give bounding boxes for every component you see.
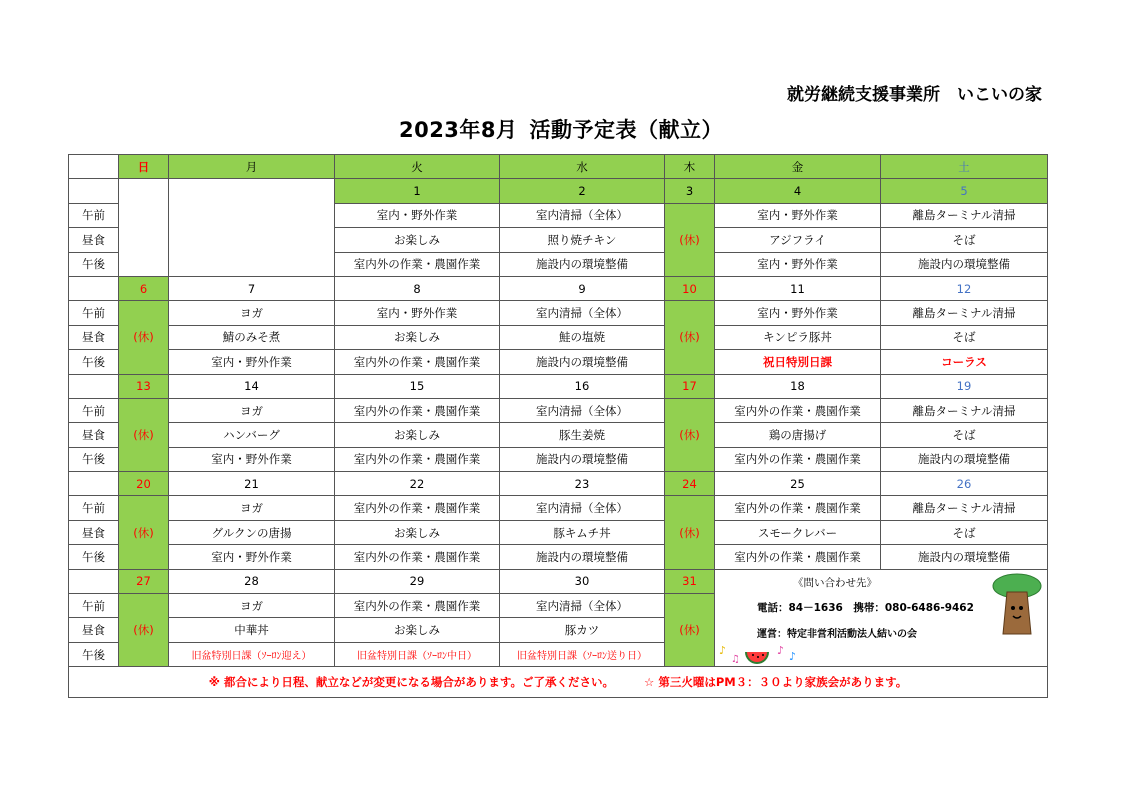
weekday-sun: 日 [119,155,169,179]
row-label-am: 午前 [69,496,119,520]
schedule-cell: 室内外の作業・農園作業 [335,252,500,276]
closed-cell-thu: (休) [665,203,715,276]
schedule-cell: 室内・野外作業 [715,203,881,227]
date-cell: 14 [169,374,335,398]
svg-text:♪: ♪ [777,643,785,657]
date-cell-sunday: 6 [119,276,169,300]
footer-note-family: ☆ 第三火曜はPM３：３０より家族会があります。 [644,675,908,690]
menu-cell: キンピラ豚丼 [715,325,881,349]
obon-schedule-cell: 旧盆特別日課（ｿｰﾛﾝ中日） [335,642,500,666]
schedule-cell: 室内外の作業・農園作業 [335,545,500,569]
closed-cell-sun: (休) [119,301,169,374]
schedule-cell: 室内外の作業・農園作業 [335,496,500,520]
row-label-lunch: 昼食 [69,325,119,349]
label-cell [69,374,119,398]
menu-cell: 照り焼チキン [500,228,665,252]
row-label-am: 午前 [69,398,119,422]
schedule-cell: 離島ターミナル清掃 [881,301,1048,325]
week2-lunch-row [69,325,1048,349]
menu-cell: お楽しみ [335,228,500,252]
date-cell: 25 [715,472,881,496]
contact-box [715,569,1048,667]
chorus-cell: コーラス [881,350,1048,374]
schedule-cell: 室内・野外作業 [169,545,335,569]
svg-text:♪: ♪ [719,643,727,657]
schedule-cell: 室内外の作業・農園作業 [715,447,881,471]
footer-notes [69,667,1048,698]
closed-cell-thu: (休) [665,594,715,667]
weekday-header-row [69,155,1048,179]
schedule-table [68,154,1048,698]
row-label-lunch: 昼食 [69,423,119,447]
schedule-cell: 室内外の作業・農園作業 [335,350,500,374]
menu-cell: 鮭の塩焼 [500,325,665,349]
menu-cell: スモークレバー [715,520,881,544]
schedule-cell: ヨガ [169,398,335,422]
schedule-cell: 施設内の環境整備 [881,252,1048,276]
obon-schedule-cell: 旧盆特別日課（ｿｰﾛﾝ迎え） [169,642,335,666]
week3-pm-row [69,447,1048,471]
row-label-pm: 午後 [69,545,119,569]
row-label-lunch: 昼食 [69,618,119,642]
schedule-cell: 室内・野外作業 [335,203,500,227]
date-cell: 29 [335,569,500,593]
week5-date-row [69,569,1048,593]
menu-cell: 豚カツ [500,618,665,642]
date-cell-sunday: 13 [119,374,169,398]
menu-cell: 中華丼 [169,618,335,642]
menu-cell: 豚生姜焼 [500,423,665,447]
schedule-cell: 室内清掃（全体） [500,496,665,520]
schedule-cell: 室内・野外作業 [169,447,335,471]
schedule-cell: 離島ターミナル清掃 [881,496,1048,520]
title-month: 2023年8月 [398,118,518,142]
week4-pm-row [69,545,1048,569]
obon-schedule-cell: 旧盆特別日課（ｿｰﾛﾝ送り日） [500,642,665,666]
date-cell: 7 [169,276,335,300]
menu-cell: そば [881,423,1048,447]
date-cell: 4 [715,179,881,203]
schedule-cell: 室内・野外作業 [335,301,500,325]
row-label-am: 午前 [69,594,119,618]
date-cell-sunday: 27 [119,569,169,593]
schedule-cell: 室内・野外作業 [715,301,881,325]
week1-sun-empty [119,179,169,277]
weekday-wed: 水 [500,155,665,179]
menu-cell: お楽しみ [335,423,500,447]
schedule-cell: 室内清掃（全体） [500,398,665,422]
menu-cell: そば [881,325,1048,349]
schedule-cell: ヨガ [169,496,335,520]
title-main: 活動予定表（献立） [529,118,724,142]
closed-cell-sun: (休) [119,398,169,471]
label-cell [69,179,119,203]
week2-am-row [69,301,1048,325]
date-cell-saturday: 26 [881,472,1048,496]
date-cell: 30 [500,569,665,593]
schedule-cell: 室内外の作業・農園作業 [335,594,500,618]
week2-date-row [69,276,1048,300]
footer-note-change: ※ 都合により日程、献立などが変更になる場合があります。ご了承ください。 [208,675,614,690]
schedule-cell: ヨガ [169,594,335,618]
schedule-cell: 室内・野外作業 [715,252,881,276]
schedule-cell: 室内外の作業・農園作業 [715,545,881,569]
schedule-cell: 施設内の環境整備 [500,350,665,374]
date-cell-thursday: 17 [665,374,715,398]
date-cell: 22 [335,472,500,496]
weekday-sat: 土 [881,155,1048,179]
svg-text:♪: ♪ [789,649,797,663]
schedule-cell: 室内清掃（全体） [500,203,665,227]
closed-cell-thu: (休) [665,398,715,471]
svg-text:♫: ♫ [731,653,740,665]
menu-cell: 鶏の唐揚げ [715,423,881,447]
date-cell: 18 [715,374,881,398]
date-cell: 11 [715,276,881,300]
footer-row [69,667,1048,698]
menu-cell: ハンバーグ [169,423,335,447]
date-cell: 23 [500,472,665,496]
weekday-thu: 木 [665,155,715,179]
weekday-mon: 月 [169,155,335,179]
date-cell: 16 [500,374,665,398]
schedule-cell: 室内外の作業・農園作業 [335,398,500,422]
schedule-cell: 離島ターミナル清掃 [881,398,1048,422]
date-cell: 1 [335,179,500,203]
schedule-cell: 施設内の環境整備 [881,447,1048,471]
weekday-fri: 金 [715,155,881,179]
week4-am-row [69,496,1048,520]
date-cell-saturday: 19 [881,374,1048,398]
schedule-cell: 施設内の環境整備 [500,252,665,276]
date-cell-saturday: 5 [881,179,1048,203]
week3-lunch-row [69,423,1048,447]
date-cell-thursday: 31 [665,569,715,593]
schedule-cell: 離島ターミナル清掃 [881,203,1048,227]
date-cell: 2 [500,179,665,203]
week4-lunch-row [69,520,1048,544]
date-cell-thursday: 24 [665,472,715,496]
menu-cell: お楽しみ [335,325,500,349]
date-cell-saturday: 12 [881,276,1048,300]
schedule-cell: 室内・野外作業 [169,350,335,374]
date-cell: 21 [169,472,335,496]
date-cell: 28 [169,569,335,593]
week1-mon-empty [169,179,335,277]
week3-am-row [69,398,1048,422]
tree-icon [991,572,1043,636]
date-cell: 8 [335,276,500,300]
schedule-cell: 室内外の作業・農園作業 [335,447,500,471]
schedule-cell: 室内外の作業・農園作業 [715,496,881,520]
menu-cell: 鯖のみそ煮 [169,325,335,349]
schedule-cell: 施設内の環境整備 [881,545,1048,569]
schedule-cell: ヨガ [169,301,335,325]
label-cell [69,472,119,496]
menu-cell: アジフライ [715,228,881,252]
week4-date-row [69,472,1048,496]
contact-heading: 《問い合わせ先》 [793,576,877,589]
menu-cell: お楽しみ [335,520,500,544]
corner-cell [69,155,119,179]
organization-name: 就労継続支援事業所 いこいの家 [787,85,1042,105]
row-label-am: 午前 [69,301,119,325]
row-label-lunch: 昼食 [69,520,119,544]
row-label-pm: 午後 [69,642,119,666]
weekday-tue: 火 [335,155,500,179]
schedule-cell: 室内清掃（全体） [500,301,665,325]
contact-phone: 電話：84－1636 携帯：080-6486-9462 [757,601,974,614]
row-label-pm: 午後 [69,252,119,276]
menu-cell: そば [881,520,1048,544]
date-cell: 15 [335,374,500,398]
row-label-lunch: 昼食 [69,228,119,252]
menu-cell: そば [881,228,1048,252]
menu-cell: お楽しみ [335,618,500,642]
music-notes-watermelon-icon [719,642,809,666]
menu-cell: 豚キムチ丼 [500,520,665,544]
menu-cell: グルクンの唐揚 [169,520,335,544]
schedule-cell: 室内外の作業・農園作業 [715,398,881,422]
week3-date-row [69,374,1048,398]
schedule-cell: 室内清掃（全体） [500,594,665,618]
week1-date-row [69,179,1048,203]
label-cell [69,569,119,593]
date-cell-sunday: 20 [119,472,169,496]
week2-pm-row [69,350,1048,374]
row-label-pm: 午後 [69,447,119,471]
closed-cell-sun: (休) [119,496,169,569]
row-label-am: 午前 [69,203,119,227]
holiday-schedule-cell: 祝日特別日課 [715,350,881,374]
date-cell-thursday: 10 [665,276,715,300]
closed-cell-thu: (休) [665,301,715,374]
row-label-pm: 午後 [69,350,119,374]
label-cell [69,276,119,300]
schedule-cell: 施設内の環境整備 [500,545,665,569]
contact-operator: 運営：特定非営利活動法人結いの会 [757,628,917,640]
schedule-cell: 施設内の環境整備 [500,447,665,471]
page-title [0,114,1122,144]
date-cell: 3 [665,179,715,203]
closed-cell-sun: (休) [119,594,169,667]
closed-cell-thu: (休) [665,496,715,569]
date-cell: 9 [500,276,665,300]
